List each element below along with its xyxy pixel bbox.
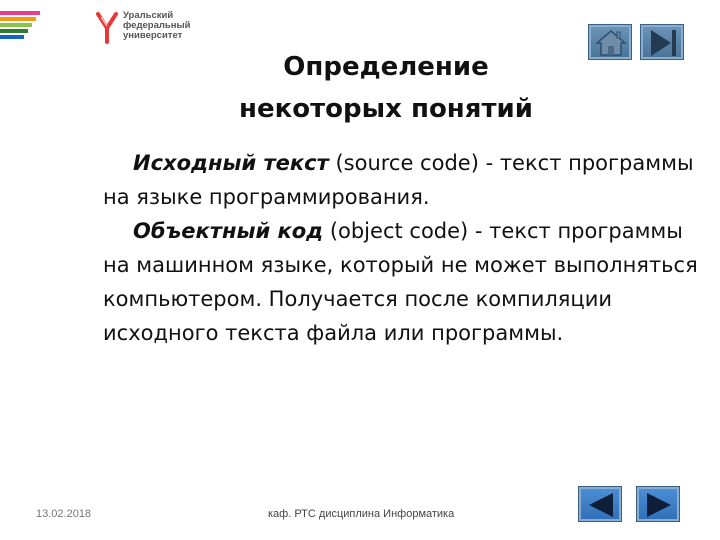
next-slide-button[interactable] <box>636 486 680 522</box>
definition-object-code <box>103 214 703 350</box>
previous-slide-button[interactable] <box>578 486 622 522</box>
university-name <box>123 11 190 41</box>
footer-date: 13.02.2018 <box>36 508 92 520</box>
triangle-left-icon <box>579 487 623 523</box>
title-line-2: некоторых понятий <box>239 94 533 124</box>
last-slide-icon <box>641 25 685 61</box>
brand-stripes <box>0 11 42 41</box>
logo-line-3: университет <box>123 30 183 41</box>
logo-line-1: Уральский <box>123 10 174 21</box>
slide-body <box>103 146 703 350</box>
triangle-right-icon <box>637 487 681 523</box>
definition-text-2: (object code) - текст программы на машинном языке, который не может выполняться компьютером. Получается после компиляции исходного текста файла или программы. <box>103 219 698 345</box>
term-source-code: Исходный текст <box>133 151 329 175</box>
slide-title <box>170 46 602 130</box>
definition-source-code <box>103 146 703 214</box>
urfu-logo-icon <box>96 12 118 44</box>
logo-line-2: федеральный <box>123 20 191 31</box>
term-object-code: Объектный код <box>133 219 324 243</box>
definition-text-1: (source code) - текст программы на языке программирования. <box>103 151 694 209</box>
footer-department: каф. РТС дисциплина Информатика <box>268 508 455 520</box>
last-slide-button[interactable] <box>640 24 684 60</box>
title-line-1: Определение <box>283 52 489 82</box>
